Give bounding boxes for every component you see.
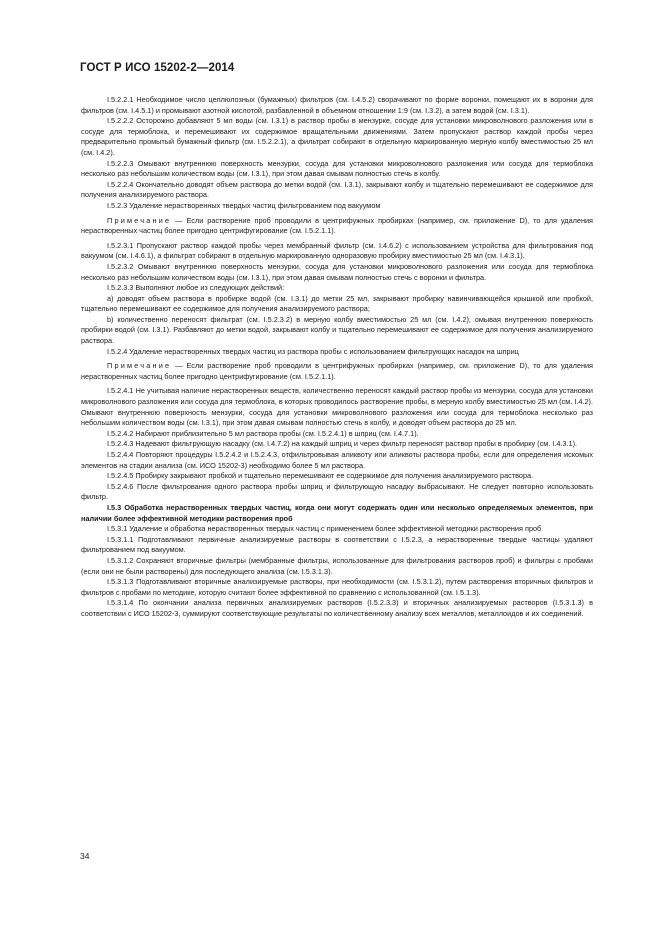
body-paragraph: I.5.2.2.2 Осторожно добавляют 5 мл воды (см. I.3.1) в раствор пробы в мензурке, сосуде для установки микроволнового разложения или в сосуде для термоблока, и перемешивают их содержимое вращательными движениями. Затем пропускают раствор каждой пробы через предварительно промытый бумажный фильтр (см. I.5.2.2.1), а фильтрат собирают в отдельную маркированную мерную колбу вместимостью 25 мл (см. I.4.2).	[81, 116, 593, 157]
body-paragraph: I.5.2.4.1 Не учитывая наличие нерастворенных веществ, количественно переносят каждый раствор пробы из мензурки, сосуда для установки микроволнового разложения или сосуда для термоблока, в которых проводилось растворение пробы, в мерную колбу вместимостью 25 мл (см. I.4.2). Омывают внутреннюю поверхность мензурки, сосуда для установки микроволнового разложения или сосуда для термоблока несколько раз небольшим количеством воды (см. I.3.1), при этом давая смывам полностью стечь в колбу, и доводят объем раствора до 25 мл.	[81, 386, 593, 428]
body-paragraph: I.5.2.4.5 Пробирку закрывают пробкой и тщательно перемешивают ее содержимое для получения анализируемого раствора.	[107, 471, 534, 481]
note-text: — Если растворение проб проводили в центрифужных пробирках (например, см. приложение D), то для удаления нерастворенных частиц более пригодно центрифугирование (см. I.5.2.1.1).	[81, 215, 593, 236]
body-paragraph: b) количественно переносят фильтрат (см. I.5.2.3.2) в мерную колбу вместимостью 25 мл (см. I.4.2), омывая внутреннюю поверхность пробирки водой (см. I.3.1). Разбавляют до метки водой, закрывают колбу и тщательно перемешивают ее содержимое для получения анализируемого раствора.	[81, 314, 593, 346]
body-paragraph: I.5.2.4.6 После фильтрования одного раствора пробы шприц и фильтрующую насадку выбрасывают. Не следует повторно использовать фильтр.	[81, 481, 593, 502]
body-paragraph: I.5.2.2.4 Окончательно доводят объем раствора до метки водой (см. I.3.1), закрывают колбу и тщательно перемешивают ее содержимое для получения анализируемого раствора.	[81, 179, 593, 200]
body-paragraph: I.5.3.1.3 Подготавливают вторичные анализируемые растворы, при необходимости (см. I.5.3.1.2), путем растворения вторичных фильтров и фильтров с пробами по методике, которую считают более эффективной по сравнению с использованной (см. I.5.1.3).	[81, 577, 593, 597]
document-header: ГОСТ Р ИСО 15202-2—2014	[80, 62, 235, 74]
note-paragraph	[81, 216, 593, 237]
body-paragraph: I.5.2.4.3 Надевают фильтрующую насадку (см. I.4.7.2) на каждый шприц и через фильтр переносят раствор пробы в пробирку (см. I.4.3.1).	[107, 439, 578, 449]
body-paragraph: I.5.2.2.1 Необходимое число целлюлозных (бумажных) фильтров (см. I.4.5.2) сворачивают по форме воронки, помещают их в воронки для фильтров (см. I.4.5.1) и промывают азотной кислотой, разбавленной в объемном отношении 1:9 (см. I.3.2), а затем водой (см. I.3.1).	[81, 95, 593, 115]
document-body	[81, 95, 593, 620]
body-paragraph: I.5.3.1.2 Сохраняют вторичные фильтры (мембранные фильтры, использованные для фильтрования растворов проб) и фильтры с пробами (если они не были растворены) для последующего анализа (см. I.5.3.1.3).	[81, 555, 593, 576]
body-paragraph: I.5.2.3.1 Пропускают раствор каждой пробы через мембранный фильтр (см. I.4.6.2) с использованием устройства для фильтрования под вакуумом (см. I.4.6.1), а фильтрат собирают в отдельную маркированную одноразовую пробирку вместимостью 25 мл (см. I.4.3.1).	[81, 240, 593, 261]
body-paragraph: I.5.2.3.3 Выполняют любое из следующих действий:	[107, 283, 285, 293]
note-paragraph	[81, 361, 593, 382]
body-paragraph: I.5.3.1.4 По окончании анализа первичных анализируемых растворов (I.5.2.3.3) и вторичных анализируемых растворов (I.5.3.1.3) в соответствии с ИСО 15202-3, суммируют соответствующие результаты по количественному анализу всех металлов, металлоидов и их соединений.	[81, 598, 593, 618]
section-heading: I.5.3 Обработка нерастворенных твердых частиц, когда они могут содержать один или несколько определяемых элементов, при наличии более эффективной методики растворения проб	[81, 502, 593, 523]
note-text: — Если растворение проб проводили в центрифужных пробирках (например, см. приложение D), то для удаления нерастворенных частиц более пригодно центрифугирование (см. I.5.2.1.1).	[81, 361, 593, 381]
subsection-heading: I.5.2.4 Удаление нерастворенных твердых частиц из раствора пробы с использованием фильтрующих насадок на шприц	[107, 346, 519, 356]
body-paragraph: I.5.2.4.2 Набирают приблизительно 5 мл раствора пробы (см. I.5.2.4.1) в шприц (см. I.4.7.1).	[107, 428, 419, 438]
body-paragraph: I.5.2.3.2 Омывают внутреннюю поверхность мензурки, сосуда для установки микроволнового разложения или сосуда для термоблока несколько раз небольшим количеством воды (см. I.3.1), при этом давая смывам полностью стечь с воронки и фильтра.	[81, 261, 593, 282]
body-paragraph: a) доводят объем раствора в пробирке водой (см. I.3.1) до метки 25 мл, закрывают пробирку навинчивающейся крышкой или пробкой, тщательно перемешивают ее содержимое для получения анализируемого раствора;	[81, 293, 593, 314]
note-label: Примечание	[107, 361, 172, 371]
body-paragraph: I.5.3.1.1 Подготавливают первичные анализируемые растворы в соответствии с I.5.2.3, а нерастворенные твердые частицы удаляют фильтрованием под вакуумом.	[81, 534, 593, 555]
page-number: 34	[80, 851, 90, 861]
body-paragraph: I.5.2.4.4 Повторяют процедуры I.5.2.4.2 и I.5.2.4.3, отфильтровывая аликвоту или аликвоты раствора пробы, если для определения искомых элементов на стадии анализа (см. ИСО 15202-3) необходимо более 5 мл раствора.	[81, 450, 593, 470]
body-paragraph: I.5.2.2.3 Омывают внутреннюю поверхность мензурки, сосуда для установки микроволнового разложения или сосуда для термоблока несколько раз небольшим количеством воды (см. I.3.1), при этом давая смывам полностью стечь в колбу.	[81, 158, 593, 179]
note-label: Примечание	[107, 215, 172, 225]
subsection-heading: I.5.2.3 Удаление нерастворенных твердых частиц фильтрованием под вакуумом	[107, 200, 381, 210]
body-paragraph: I.5.3.1 Удаление и обработка нерастворенных твердых частиц с применением более эффективной методики растворения проб	[107, 524, 542, 534]
